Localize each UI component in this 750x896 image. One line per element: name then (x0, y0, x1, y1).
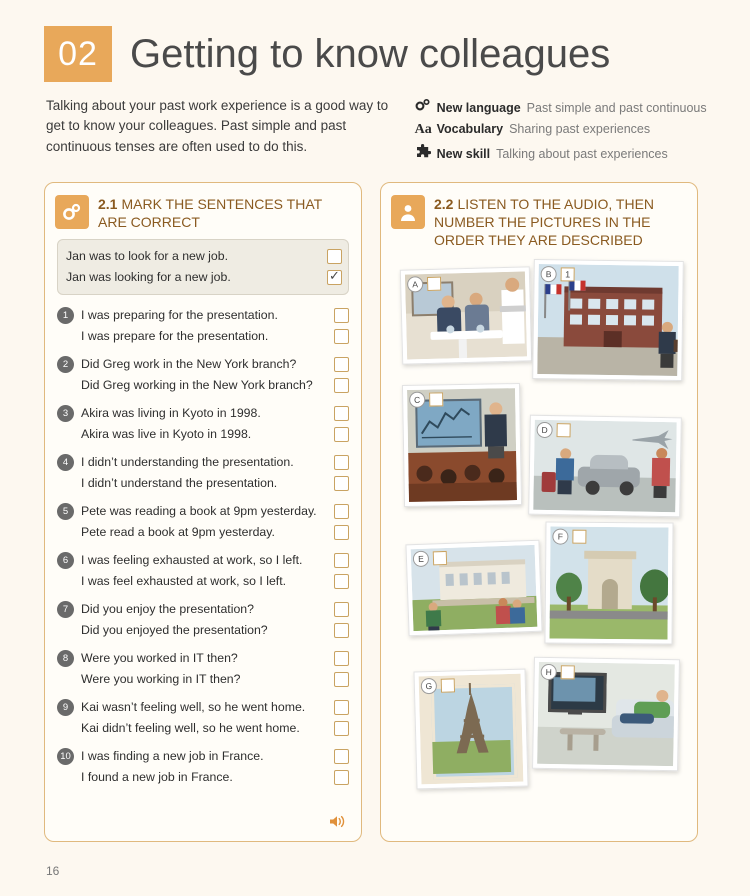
sentence-row (66, 267, 342, 288)
sentence-checkbox[interactable] (334, 329, 349, 344)
sentence-list (45, 237, 361, 788)
sentence-checkbox[interactable] (334, 672, 349, 687)
picture-e-label (413, 549, 448, 566)
sentence-checkbox[interactable] (327, 249, 342, 264)
sentence-row (81, 571, 349, 592)
sentence-row (81, 452, 349, 473)
list-item (57, 697, 349, 739)
item-number: 1 (57, 307, 74, 324)
sentence-row (66, 246, 342, 267)
sentence-checkbox[interactable] (334, 553, 349, 568)
list-item (57, 452, 349, 494)
list-item (57, 746, 349, 788)
sentence-text: Jan was to look for a new job. (66, 249, 228, 264)
sentence-checkbox-checked[interactable] (327, 270, 342, 285)
sentence-row (81, 403, 349, 424)
picture-answer-box[interactable] (427, 276, 441, 290)
sentence-checkbox[interactable] (334, 455, 349, 470)
meta-label-new-skill: New skill (436, 147, 491, 161)
sentence-checkbox[interactable] (334, 504, 349, 519)
person-headset-icon (391, 195, 425, 229)
sentence-row (81, 620, 349, 641)
sentence-text: Did Greg work in the New York branch? (81, 357, 297, 372)
list-item (57, 354, 349, 396)
sentence-text: Did Greg working in the New York branch? (81, 378, 313, 393)
aa-icon: Aa (414, 122, 432, 137)
sentence-text: Pete was reading a book at 9pm yesterday. (81, 504, 317, 519)
picture-letter: H (541, 663, 557, 679)
sentence-checkbox[interactable] (334, 357, 349, 372)
list-item (57, 403, 349, 445)
exercise-2-2-panel (380, 182, 698, 842)
item-number: 9 (57, 699, 74, 716)
sentence-text: Pete read a book at 9pm yesterday. (81, 525, 275, 540)
picture-answer-box[interactable] (433, 550, 447, 564)
sentence-checkbox[interactable] (334, 308, 349, 323)
sentence-row (81, 669, 349, 690)
sentence-row (81, 522, 349, 543)
picture-h[interactable] (532, 656, 680, 771)
sentence-text: I was feeling exhausted at work, so I left. (81, 553, 303, 568)
item-number: 7 (57, 601, 74, 618)
sentence-text: Did you enjoyed the presentation? (81, 623, 268, 638)
sentence-checkbox[interactable] (334, 427, 349, 442)
list-item (57, 305, 349, 347)
sentence-checkbox[interactable] (334, 721, 349, 736)
picture-a-label (407, 275, 441, 292)
sentence-checkbox[interactable] (334, 525, 349, 540)
picture-answer-box[interactable] (561, 665, 575, 679)
sentence-checkbox[interactable] (334, 749, 349, 764)
puzzle-icon (415, 144, 437, 160)
sentence-row (81, 648, 349, 669)
sentence-text: I was feel exhausted at work, so I left. (81, 574, 287, 589)
exercise-2-2-title (434, 193, 685, 250)
item-number: 6 (57, 552, 74, 569)
sentence-checkbox[interactable] (334, 602, 349, 617)
intro-section (0, 82, 750, 168)
sentence-text: Did you enjoy the presentation? (81, 602, 254, 617)
picture-h-label (541, 663, 575, 680)
sentence-text: Akira was live in Kyoto in 1998. (81, 427, 252, 442)
speaker-icon[interactable] (329, 814, 347, 833)
sentence-row (81, 375, 349, 396)
sentence-checkbox[interactable] (334, 574, 349, 589)
picture-letter: B (541, 266, 557, 282)
sentence-row (81, 746, 349, 767)
exercise-2-1-panel (44, 182, 362, 842)
picture-letter: A (407, 276, 423, 292)
item-number: 2 (57, 356, 74, 373)
unit-number-badge: 02 (44, 26, 112, 82)
picture-c[interactable] (402, 383, 522, 507)
sentence-row (81, 501, 349, 522)
sentence-checkbox[interactable] (334, 378, 349, 393)
list-item (57, 550, 349, 592)
sentence-text: I found a new job in France. (81, 770, 233, 785)
list-item (57, 599, 349, 641)
sentence-text: Kai wasn’t feeling well, so he went home. (81, 700, 306, 715)
exercise-2-2-instruction: LISTEN TO THE AUDIO, THEN NUMBER THE PICTURES IN THE ORDER THEY ARE DESCRIBED (434, 196, 655, 249)
sentence-text: I didn’t understand the presentation. (81, 476, 278, 491)
picture-b[interactable] (532, 259, 684, 381)
picture-c-label (409, 391, 443, 408)
example-item (57, 239, 349, 295)
picture-letter: E (413, 550, 430, 567)
picture-answer-box[interactable] (441, 678, 455, 692)
sentence-text: Were you working in IT then? (81, 672, 241, 687)
picture-answer-box[interactable]: 1 (561, 267, 575, 281)
picture-d[interactable] (528, 414, 682, 517)
sentence-checkbox[interactable] (334, 651, 349, 666)
exercise-2-1-title (98, 193, 349, 231)
picture-e[interactable] (405, 539, 542, 636)
sentence-row (81, 424, 349, 445)
sentence-checkbox[interactable] (334, 623, 349, 638)
picture-b-label (541, 266, 575, 282)
item-number: 4 (57, 454, 74, 471)
meta-label-vocabulary: Vocabulary (436, 122, 504, 136)
picture-letter: D (536, 421, 552, 437)
sentence-text: Jan was looking for a new job. (66, 270, 231, 285)
exercise-2-2-number: 2.2 (434, 196, 454, 212)
picture-d-label (536, 421, 570, 438)
picture-answer-box[interactable] (556, 423, 570, 437)
list-item (57, 648, 349, 690)
gears-icon (415, 98, 437, 114)
meta-row-new-language (415, 98, 710, 115)
sentence-checkbox[interactable] (334, 476, 349, 491)
exercise-2-1-number: 2.1 (98, 196, 118, 212)
sentence-checkbox[interactable] (334, 700, 349, 715)
page-header (0, 0, 750, 82)
meta-row-vocabulary (415, 122, 710, 137)
picture-g[interactable] (413, 668, 528, 789)
sentence-row (81, 550, 349, 571)
item-number: 5 (57, 503, 74, 520)
sentence-text: I was prepare for the presentation. (81, 329, 269, 344)
meta-value-new-skill: Talking about past experiences (496, 147, 668, 161)
picture-g-label (421, 677, 455, 694)
sentence-text: Kai didn’t feeling well, so he went home. (81, 721, 300, 736)
exercise-2-1-instruction: MARK THE SENTENCES THAT ARE CORRECT (98, 196, 322, 231)
picture-answer-box[interactable] (572, 529, 586, 543)
sentence-text: Were you worked in IT then? (81, 651, 238, 666)
example-lines (66, 246, 342, 288)
sentence-row (81, 473, 349, 494)
sentence-row (81, 305, 349, 326)
item-number: 3 (57, 405, 74, 422)
picture-f[interactable] (544, 521, 673, 644)
meta-label-new-language: New language (436, 101, 521, 115)
exercise-panels (0, 168, 750, 842)
sentence-checkbox[interactable] (334, 770, 349, 785)
sentence-row (81, 599, 349, 620)
sentence-text: I was preparing for the presentation. (81, 308, 278, 323)
page-number: 16 (46, 864, 60, 878)
picture-letter: G (421, 677, 437, 693)
picture-letter: C (409, 391, 425, 407)
meta-row-new-skill (415, 144, 710, 161)
picture-f-label (552, 528, 586, 544)
exercise-2-2-header (381, 183, 697, 256)
sentence-row (81, 354, 349, 375)
unit-metadata (415, 96, 710, 168)
sentence-row (81, 718, 349, 739)
picture-grid (381, 256, 697, 836)
sentence-row (81, 767, 349, 788)
item-number: 8 (57, 650, 74, 667)
meta-value-vocabulary: Sharing past experiences (509, 122, 651, 136)
intro-paragraph: Talking about your past work experience is a good way to get to know your colleagues. Past simple and past continuous tenses are often used to do this. (46, 98, 389, 154)
sentence-row (81, 697, 349, 718)
page-title: Getting to know colleagues (130, 32, 611, 76)
picture-a[interactable] (400, 266, 532, 364)
list-item (57, 501, 349, 543)
sentence-checkbox[interactable] (334, 406, 349, 421)
meta-value-new-language: Past simple and past continuous (526, 101, 707, 115)
exercise-2-1-header (45, 183, 361, 237)
sentence-text: Akira was living in Kyoto in 1998. (81, 406, 261, 421)
picture-answer-box[interactable] (429, 392, 443, 406)
sentence-row (81, 326, 349, 347)
sentence-text: I was finding a new job in France. (81, 749, 264, 764)
sentence-text: I didn’t understanding the presentation. (81, 455, 294, 470)
item-number: 10 (57, 748, 74, 765)
picture-letter: F (552, 528, 568, 544)
gears-icon (55, 195, 89, 229)
